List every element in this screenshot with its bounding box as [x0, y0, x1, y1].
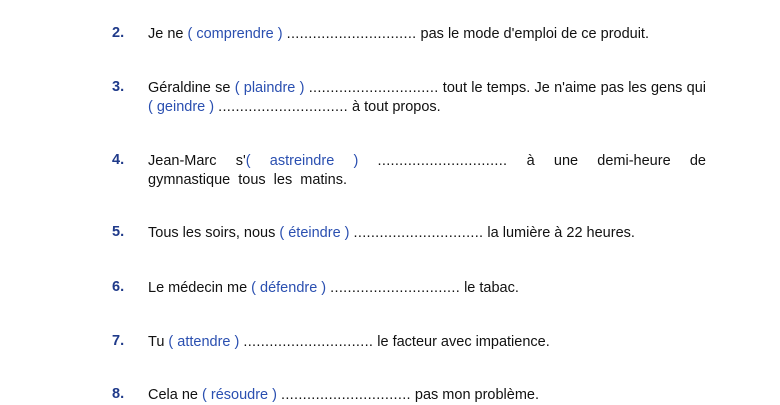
- answer-blank[interactable]: ..............................: [353, 225, 484, 241]
- exercise-number: 8.: [112, 386, 125, 402]
- sentence-start: Jean-Marc s': [148, 153, 246, 169]
- answer-blank[interactable]: ..............................: [308, 80, 439, 96]
- answer-blank[interactable]: ..............................: [281, 387, 411, 403]
- verb-infinitive: ( astreindre ): [245, 153, 359, 169]
- exercise-number: 4.: [112, 152, 125, 168]
- sentence-start: Géraldine se: [148, 80, 231, 96]
- answer-blank[interactable]: ..............................: [330, 280, 461, 296]
- answer-blank[interactable]: ..............................: [243, 334, 374, 350]
- exercise-sentence: [148, 152, 706, 190]
- exercise-sentence: [148, 333, 706, 352]
- exercise-sentence: [148, 79, 706, 117]
- exercise-number: 6.: [112, 279, 125, 295]
- verb-infinitive: ( résoudre ): [202, 387, 277, 403]
- sentence-start: Tu: [148, 334, 165, 350]
- exercise-sentence: [148, 25, 706, 44]
- sentence-end: pas le mode d'emploi de ce produit.: [420, 26, 649, 42]
- sentence-end: la lumière à 22 heures.: [487, 225, 635, 241]
- exercise-sentence: [148, 279, 706, 298]
- exercise-number: 7.: [112, 333, 125, 349]
- sentence-start: Cela ne: [148, 387, 198, 403]
- sentence-end: le tabac.: [464, 280, 519, 296]
- exercise-number: 3.: [112, 79, 125, 95]
- verb-infinitive: ( comprendre ): [187, 26, 283, 42]
- sentence-end: le facteur avec impatience.: [377, 334, 550, 350]
- answer-blank[interactable]: ..............................: [286, 26, 417, 42]
- sentence-end: à une demi-heure de gymnastique tous les matins.: [148, 153, 706, 188]
- sentence-end: pas mon problème.: [414, 387, 540, 403]
- exercise-sentence: [148, 224, 706, 243]
- answer-blank[interactable]: ..............................: [218, 99, 348, 115]
- verb-infinitive: ( plaindre ): [234, 80, 305, 96]
- exercise-number: 5.: [112, 224, 125, 240]
- verb-infinitive: ( attendre ): [168, 334, 240, 350]
- sentence-start: Le médecin me: [148, 280, 248, 296]
- sentence-end: à tout propos.: [352, 99, 441, 115]
- sentence-start: Tous les soirs, nous: [148, 225, 276, 241]
- exercise-sentence: [148, 386, 706, 405]
- sentence-middle: tout le temps. Je n'aime pas les gens qui: [442, 80, 707, 96]
- verb-infinitive: ( éteindre ): [279, 225, 350, 241]
- answer-blank[interactable]: ..............................: [377, 153, 508, 169]
- verb-infinitive: ( défendre ): [251, 280, 327, 296]
- exercise-number: 2.: [112, 25, 125, 41]
- verb-infinitive: ( geindre ): [148, 99, 215, 115]
- sentence-start: Je ne: [148, 26, 184, 42]
